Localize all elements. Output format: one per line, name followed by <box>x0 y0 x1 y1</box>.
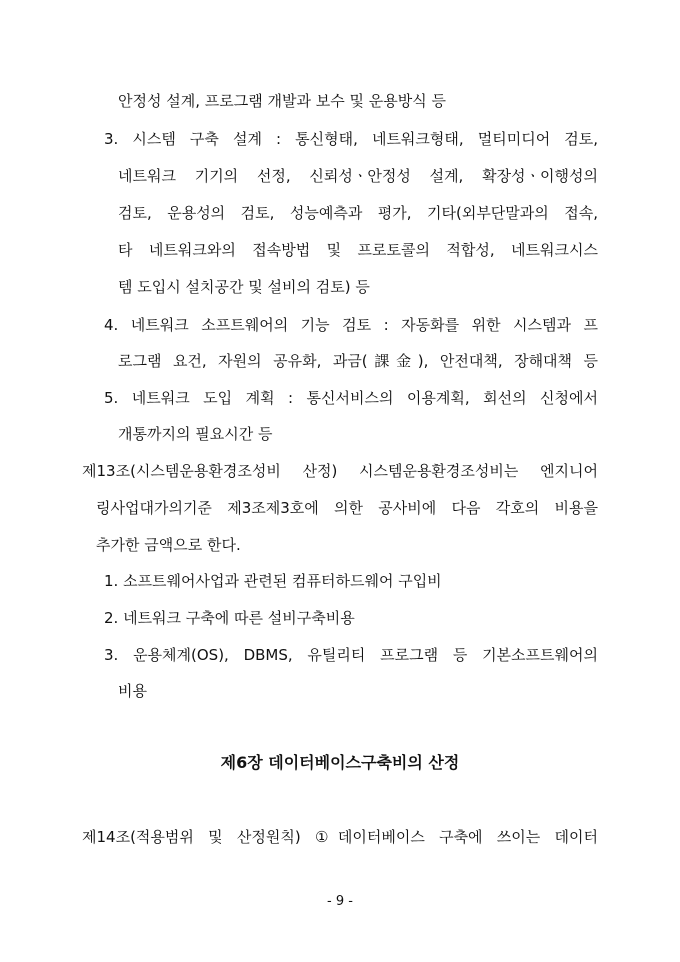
text-line: 네트워크 기기의 선정, 신뢰성ㆍ안정성 설계, 확장성ㆍ이행성의 <box>118 167 598 185</box>
list-item-3: 3. 운용체계(OS), DBMS, 유틸리티 프로그램 등 기본소프트웨어의 <box>104 646 598 664</box>
article-13: 제13조(시스템운용환경조성비 산정) 시스템운용환경조성비는 엔지니어 <box>82 462 598 480</box>
list-item-4: 4. 네트워크 소프트웨어의 기능 검토 : 자동화를 위한 시스템과 프 <box>104 316 598 334</box>
page-number: - 9 - <box>327 894 353 909</box>
text-line: 개통까지의 필요시간 등 <box>118 425 273 443</box>
text-line: 비용 <box>118 682 147 700</box>
chapter-heading: 제6장 데이터베이스구축비의 산정 <box>220 753 460 772</box>
text-line: 추가한 금액으로 한다. <box>96 536 241 554</box>
text-line: 로그램 요건, 자원의 공유화, 과금(課金), 안전대책, 장해대책 등 <box>118 352 598 370</box>
list-item-2: 2. 네트워크 구축에 따른 설비구축비용 <box>104 609 355 627</box>
list-item-3: 3. 시스템 구축 설계 : 통신형태, 네트워크형태, 멀티미디어 검토, <box>104 130 598 148</box>
text-line: 타 네트워크와의 접속방법 및 프로토콜의 적합성, 네트워크시스 <box>118 241 598 259</box>
text-line: 템 도입시 설치공간 및 설비의 검토) 등 <box>118 278 370 296</box>
text-line: 검토, 운용성의 검토, 성능예측과 평가, 기타(외부단말과의 접속, <box>118 204 598 222</box>
text-line: 링사업대가의기준 제3조제3호에 의한 공사비에 다음 각호의 비용을 <box>96 499 598 517</box>
list-item-1: 1. 소프트웨어사업과 관련된 컴퓨터하드웨어 구입비 <box>104 572 442 590</box>
list-item-5: 5. 네트워크 도입 계획 : 통신서비스의 이용계획, 회선의 신청에서 <box>104 389 598 407</box>
article-14: 제14조(적용범위 및 산정원칙) ①데이터베이스 구축에 쓰이는 데이터 <box>82 828 598 846</box>
text-line: 안정성 설계, 프로그램 개발과 보수 및 운용방식 등 <box>118 92 446 110</box>
